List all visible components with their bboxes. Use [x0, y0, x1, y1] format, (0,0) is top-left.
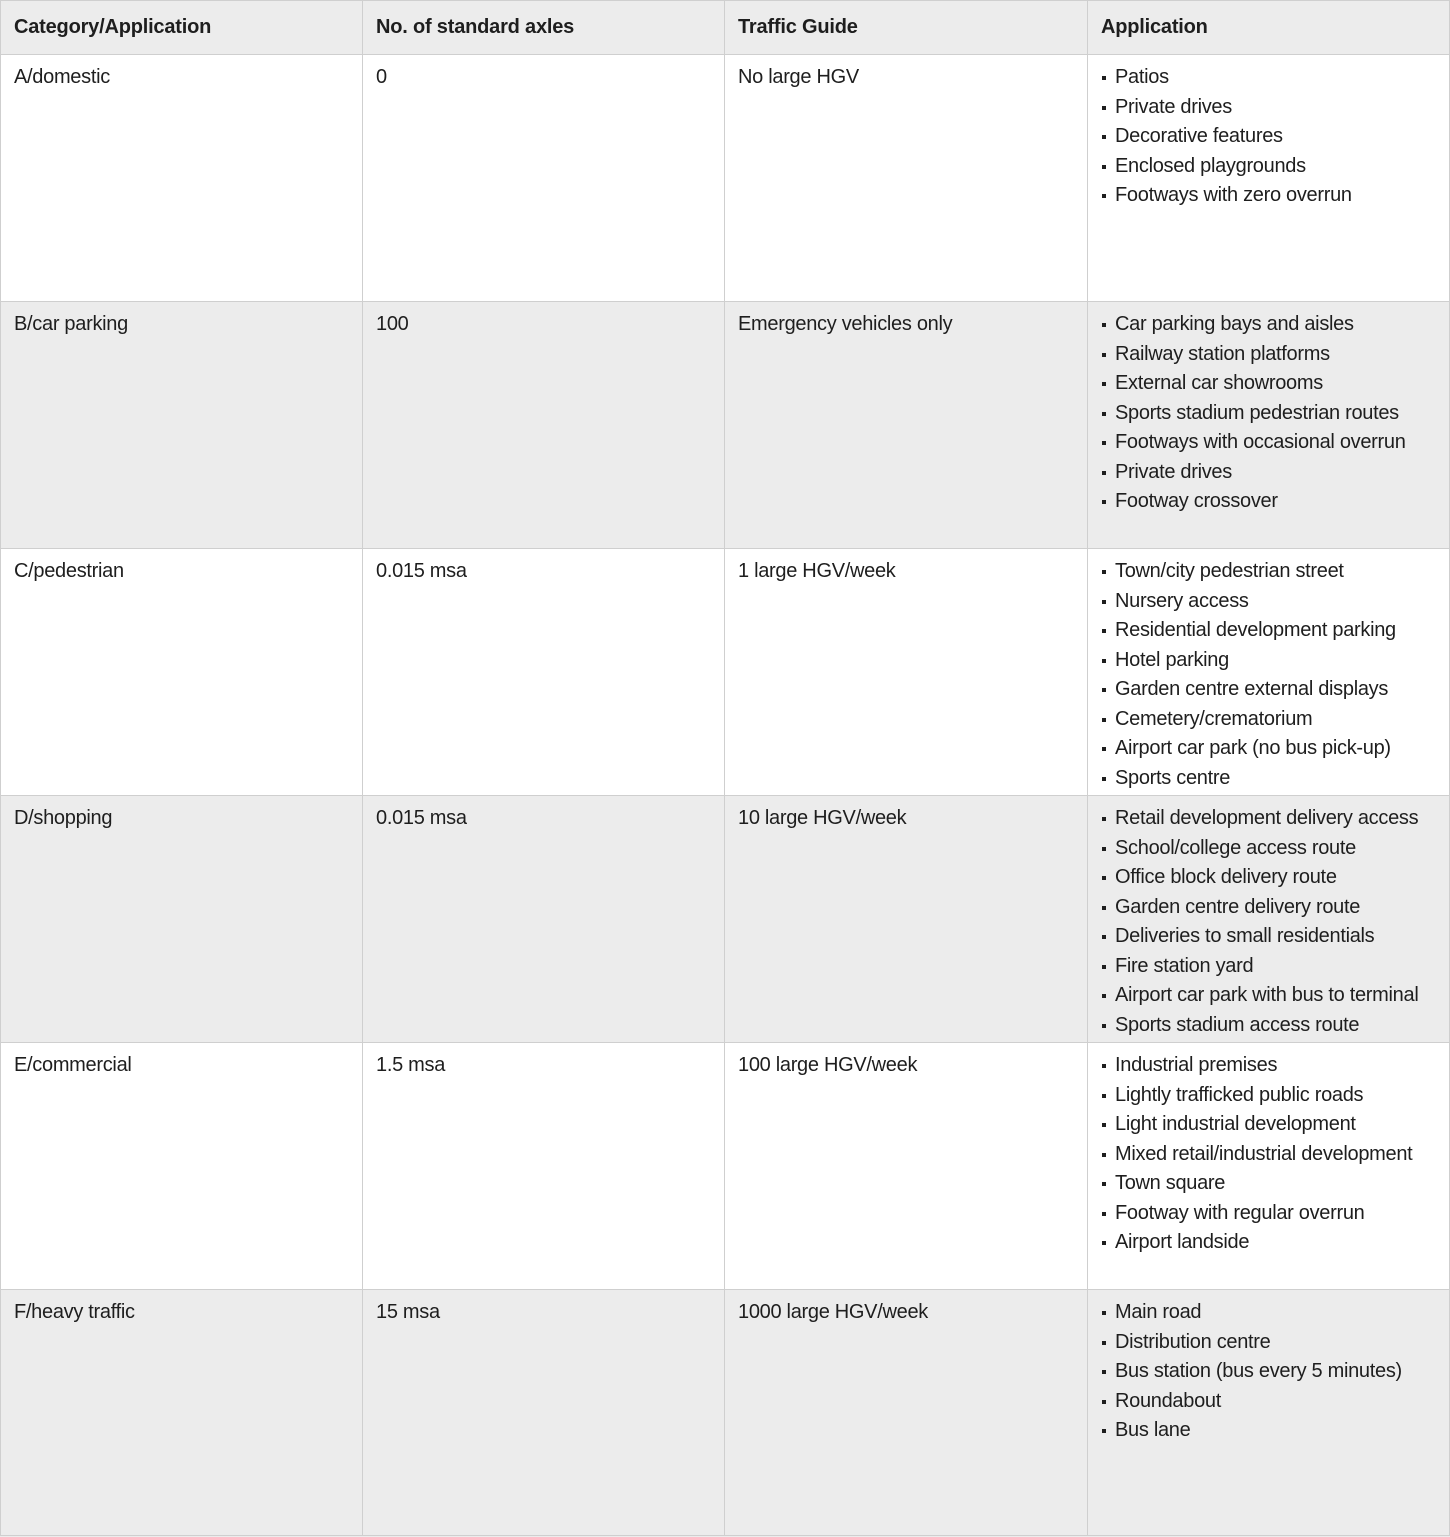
header-axles: No. of standard axles: [376, 16, 575, 38]
application-list-item: Airport car park with bus to terminal: [1101, 981, 1436, 1011]
row-divider: [0, 54, 1450, 55]
application-list-item: Town/city pedestrian street: [1101, 557, 1436, 587]
application-list-item: Nursery access: [1101, 587, 1436, 617]
application-list-item: External car showrooms: [1101, 369, 1436, 399]
application-cell: [1087, 796, 1450, 1043]
application-list-item: Airport landside: [1101, 1228, 1436, 1258]
row-divider: [0, 1042, 1450, 1043]
traffic-guide-cell: No large HGV: [738, 66, 859, 88]
application-list-item: Light industrial development: [1101, 1110, 1436, 1140]
application-cell: [1087, 1043, 1450, 1290]
application-list-item: Bus lane: [1101, 1416, 1436, 1446]
application-list-item: Railway station platforms: [1101, 340, 1436, 370]
application-list-item: Lightly trafficked public roads: [1101, 1081, 1436, 1111]
application-list-item: Cemetery/crematorium: [1101, 705, 1436, 735]
category-cell: F/heavy traffic: [14, 1301, 135, 1323]
traffic-guide-cell: 1000 large HGV/week: [738, 1301, 928, 1323]
application-list-item: Private drives: [1101, 93, 1436, 123]
row-divider: [0, 795, 1450, 796]
application-cell: [1087, 55, 1450, 302]
application-list-item: Mixed retail/industrial development: [1101, 1140, 1436, 1170]
application-list-item: Deliveries to small residentials: [1101, 922, 1436, 952]
table-border-top: [0, 0, 1450, 1]
axles-cell: 0.015 msa: [376, 560, 467, 582]
row-divider: [0, 548, 1450, 549]
application-list-item: Sports stadium access route: [1101, 1011, 1436, 1041]
application-list-item: Distribution centre: [1101, 1328, 1436, 1358]
axles-cell: 15 msa: [376, 1301, 440, 1323]
application-list-item: Footways with occasional overrun: [1101, 428, 1436, 458]
table-row: [0, 55, 1450, 302]
axles-cell: 1.5 msa: [376, 1054, 446, 1076]
application-list-item: Town square: [1101, 1169, 1436, 1199]
application-list-item: Bus station (bus every 5 minutes): [1101, 1357, 1436, 1387]
table-row: [0, 1043, 1450, 1290]
application-list-item: Decorative features: [1101, 122, 1436, 152]
table-header-row: [0, 0, 1450, 55]
application-list-item: Patios: [1101, 63, 1436, 93]
application-list-item: Enclosed playgrounds: [1101, 152, 1436, 182]
application-list-item: Footway with regular overrun: [1101, 1199, 1436, 1229]
application-list-item: School/college access route: [1101, 834, 1436, 864]
application-list-item: Residential development parking: [1101, 616, 1436, 646]
application-list-item: Roundabout: [1101, 1387, 1436, 1417]
application-list-item: Airport car park (no bus pick-up): [1101, 734, 1436, 764]
application-list-item: Hotel parking: [1101, 646, 1436, 676]
application-list: [1101, 310, 1436, 517]
axles-cell: 100: [376, 313, 409, 335]
category-cell: B/car parking: [14, 313, 128, 335]
application-list-item: Garden centre external displays: [1101, 675, 1436, 705]
application-cell: [1087, 549, 1450, 796]
application-list: [1101, 804, 1436, 1040]
application-list: [1101, 63, 1436, 211]
axles-cell: 0.015 msa: [376, 807, 467, 829]
axles-cell: 0: [376, 66, 387, 88]
header-traffic-guide: Traffic Guide: [738, 16, 858, 38]
application-cell: [1087, 1290, 1450, 1537]
column-divider: [362, 0, 363, 1536]
traffic-guide-cell: Emergency vehicles only: [738, 313, 953, 335]
application-list-item: Footway crossover: [1101, 487, 1436, 517]
category-cell: E/commercial: [14, 1054, 132, 1076]
column-divider: [1087, 0, 1088, 1536]
table-row: [0, 549, 1450, 796]
application-list-item: Sports centre: [1101, 764, 1436, 794]
application-list-item: Office block delivery route: [1101, 863, 1436, 893]
application-list-item: Car parking bays and aisles: [1101, 310, 1436, 340]
application-list-item: Retail development delivery access: [1101, 804, 1436, 834]
traffic-guide-cell: 100 large HGV/week: [738, 1054, 918, 1076]
category-cell: C/pedestrian: [14, 560, 124, 582]
application-list-item: Main road: [1101, 1298, 1436, 1328]
category-cell: D/shopping: [14, 807, 113, 829]
table-row: [0, 796, 1450, 1043]
application-list-item: Garden centre delivery route: [1101, 893, 1436, 923]
category-cell: A/domestic: [14, 66, 110, 88]
table-border-left: [0, 0, 1, 1536]
table-row: [0, 1290, 1450, 1537]
application-list: [1101, 1298, 1436, 1446]
header-application: Application: [1101, 16, 1208, 38]
row-divider: [0, 1289, 1450, 1290]
application-list-item: Sports stadium pedestrian routes: [1101, 399, 1436, 429]
table-row: [0, 302, 1450, 549]
application-list: [1101, 557, 1436, 793]
row-divider: [0, 301, 1450, 302]
traffic-guide-cell: 1 large HGV/week: [738, 560, 896, 582]
application-cell: [1087, 302, 1450, 549]
header-category: Category/Application: [14, 16, 212, 38]
application-list-item: Industrial premises: [1101, 1051, 1436, 1081]
column-divider: [724, 0, 725, 1536]
traffic-guide-cell: 10 large HGV/week: [738, 807, 907, 829]
application-list-item: Footways with zero overrun: [1101, 181, 1436, 211]
application-list-item: Private drives: [1101, 458, 1436, 488]
application-list: [1101, 1051, 1436, 1258]
application-list-item: Fire station yard: [1101, 952, 1436, 982]
